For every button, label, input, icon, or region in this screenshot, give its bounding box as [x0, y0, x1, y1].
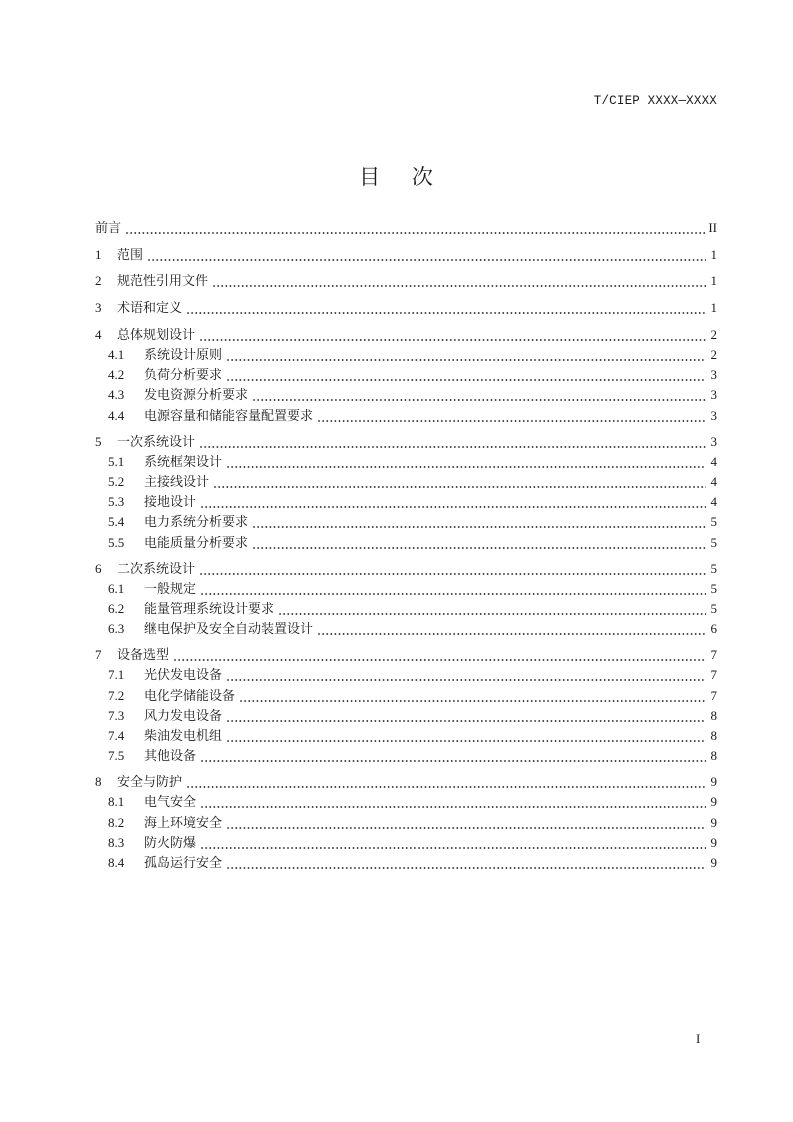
toc-chapter-entry	[95, 646, 717, 664]
dot-leader	[226, 727, 706, 745]
toc-entry-page: 2	[710, 326, 717, 342]
toc-entry-page: 4	[710, 494, 717, 510]
toc-entry-title: 安全与防护	[117, 774, 183, 790]
toc-entry-page: 7	[710, 647, 717, 663]
toc-entry-page: 3	[710, 367, 717, 383]
toc-section-entry	[108, 834, 717, 852]
toc-entry-number: 7	[95, 647, 102, 663]
page-title: 目 次	[359, 165, 434, 189]
dot-leader	[252, 513, 706, 531]
toc-chapter-entry	[95, 560, 717, 578]
dot-leader	[186, 299, 706, 317]
toc-section-entry	[108, 346, 717, 364]
toc-section-entry	[108, 793, 717, 811]
toc-entry-page: 9	[710, 774, 717, 790]
dot-leader	[213, 473, 706, 491]
toc-entry-page: 2	[710, 347, 717, 362]
toc-entry-number: 5.2	[108, 474, 125, 489]
toc-entry-number: 7.4	[108, 728, 125, 743]
toc-section-entry	[108, 513, 717, 531]
dot-leader	[226, 854, 706, 872]
toc-section-entry	[108, 386, 717, 404]
toc-entry-page: 5	[710, 601, 717, 616]
toc-entry-title: 海上环境安全	[144, 814, 223, 830]
toc-entry-page: 3	[710, 407, 717, 423]
toc-section-entry	[108, 453, 717, 471]
toc-entry-page: 9	[710, 855, 717, 870]
toc-entry-title: 电力系统分析要求	[144, 514, 249, 530]
toc-entry-number: 8.2	[108, 814, 125, 830]
toc-entry-number: 4.3	[108, 387, 125, 403]
dot-leader	[199, 560, 706, 578]
toc-entry-title: 前言	[95, 220, 122, 235]
toc-entry-title: 继电保护及安全自动装置设计	[144, 621, 314, 637]
toc-chapter-entry	[95, 326, 717, 344]
toc-entry-page: 8	[710, 728, 717, 743]
toc-entry-title: 系统框架设计	[144, 453, 223, 469]
toc-entry-page: 9	[710, 814, 717, 830]
toc-entry-page: 5	[710, 560, 717, 576]
dot-leader	[317, 407, 706, 425]
dot-leader	[147, 246, 706, 264]
dot-leader	[125, 219, 705, 237]
dot-leader	[200, 580, 706, 598]
document-code: T/CIEP XXXX—XXXX	[593, 94, 717, 108]
toc-entry-number: 8	[95, 774, 102, 790]
toc-section-entry	[108, 493, 717, 511]
toc-entry-title: 发电资源分析要求	[144, 387, 249, 403]
toc-entry-title: 主接线设计	[144, 474, 210, 489]
dot-leader	[199, 326, 706, 344]
page-number: I	[696, 1031, 701, 1046]
toc-entry-title: 术语和定义	[117, 300, 183, 316]
dot-leader	[226, 707, 706, 725]
dot-leader	[252, 386, 706, 404]
toc-chapter-entry	[95, 773, 717, 791]
toc-entry-number: 8.4	[108, 855, 125, 870]
toc-entry-page: 6	[710, 621, 717, 637]
dot-leader	[200, 793, 706, 811]
toc-entry-number: 2	[95, 273, 102, 289]
toc-section-entry	[108, 666, 717, 684]
toc-entry-title: 电气安全	[144, 794, 197, 810]
dot-leader	[252, 534, 706, 552]
toc-entry-page: 1	[710, 300, 717, 316]
toc-entry-number: 5.5	[108, 534, 125, 550]
toc-entry-title: 柴油发电机组	[144, 728, 223, 743]
toc-entry-page: 9	[710, 794, 717, 810]
toc-entry-page: 4	[710, 474, 717, 489]
dot-leader	[173, 646, 706, 664]
toc-entry-title: 规范性引用文件	[117, 273, 209, 289]
toc-entry-title: 电化学储能设备	[144, 687, 236, 703]
toc-entry-title: 电能质量分析要求	[144, 534, 249, 550]
toc-entry-page: 5	[710, 514, 717, 530]
dot-leader	[226, 453, 706, 471]
dot-leader	[200, 747, 706, 765]
toc-entry-title: 风力发电设备	[144, 707, 223, 723]
toc-section-entry	[108, 620, 717, 638]
toc-entry-number: 4.1	[108, 347, 125, 362]
dot-leader	[212, 272, 706, 290]
toc-entry-number: 7.5	[108, 748, 125, 764]
toc-entry-number: 5.3	[108, 494, 125, 510]
dot-leader	[200, 493, 706, 511]
toc-chapter-entry	[95, 299, 717, 317]
toc-entry-page: 9	[710, 834, 717, 850]
toc-entry-title: 一次系统设计	[117, 433, 196, 449]
toc-entry-title: 接地设计	[144, 494, 197, 510]
toc-entry-title: 负荷分析要求	[144, 367, 223, 383]
toc-section-entry	[108, 473, 717, 491]
toc-entry-page: II	[708, 220, 717, 235]
toc-entry-number: 4.4	[108, 407, 125, 423]
toc-entry-title: 二次系统设计	[117, 560, 196, 576]
toc-chapter-entry	[95, 246, 717, 264]
toc-entry-page: 4	[710, 453, 717, 469]
dot-leader	[226, 346, 706, 364]
toc-entry-number: 4	[95, 326, 102, 342]
toc-entry-page: 8	[710, 748, 717, 764]
toc-entry-title: 其他设备	[144, 748, 197, 764]
toc-entry-page: 5	[710, 580, 717, 596]
toc-entry-page: 8	[710, 707, 717, 723]
toc-section-entry	[108, 707, 717, 725]
toc-entry-number: 4.2	[108, 367, 125, 383]
toc-entry-title: 设备选型	[117, 647, 170, 663]
dot-leader	[278, 600, 706, 618]
toc-entry-page: 1	[710, 246, 717, 262]
toc-section-entry	[108, 580, 717, 598]
toc-entry-title: 光伏发电设备	[144, 667, 223, 683]
toc-entry-number: 7.1	[108, 667, 125, 683]
dot-leader	[199, 433, 706, 451]
toc-chapter-entry	[95, 433, 717, 451]
dot-leader	[239, 687, 706, 705]
toc-section-entry	[108, 687, 717, 705]
toc-entry-number: 6.2	[108, 601, 125, 616]
toc-entry-title: 孤岛运行安全	[144, 855, 223, 870]
dot-leader	[226, 666, 706, 684]
toc-entry-title: 总体规划设计	[117, 326, 196, 342]
toc-entry-page: 5	[710, 534, 717, 550]
toc-section-entry	[108, 727, 717, 745]
toc-entry-number: 7.2	[108, 687, 125, 703]
dot-leader	[317, 620, 706, 638]
toc-entry-number: 7.3	[108, 707, 125, 723]
toc-entry-title: 范围	[117, 246, 144, 262]
toc-section-entry	[108, 747, 717, 765]
toc-entry-title: 一般规定	[144, 580, 197, 596]
toc-entry-number: 6.1	[108, 580, 125, 596]
toc-entry-number: 3	[95, 300, 102, 316]
toc-entry-page: 3	[710, 387, 717, 403]
toc-entry-number: 1	[95, 246, 102, 262]
toc-entry-title: 电源容量和储能容量配置要求	[144, 407, 314, 423]
toc-section-entry	[108, 854, 717, 872]
toc-section-entry	[108, 534, 717, 552]
dot-leader	[186, 773, 706, 791]
toc-entry-number: 8.3	[108, 834, 125, 850]
toc-entry-number: 5	[95, 433, 102, 449]
dot-leader	[226, 366, 706, 384]
dot-leader	[226, 814, 706, 832]
toc-entry-page: 7	[710, 667, 717, 683]
toc-chapter-entry	[95, 272, 717, 290]
toc-entry-page: 3	[710, 433, 717, 449]
toc-section-entry	[108, 366, 717, 384]
toc-entry-page: 1	[710, 273, 717, 289]
toc-section-entry	[108, 600, 717, 618]
toc-entry-title: 能量管理系统设计要求	[144, 601, 275, 616]
toc-entry-number: 6	[95, 560, 102, 576]
toc-entry-title: 系统设计原则	[144, 347, 223, 362]
toc-entry-number: 6.3	[108, 621, 125, 637]
toc-entry-number: 5.1	[108, 453, 125, 469]
toc-entry-page: 7	[710, 687, 717, 703]
toc-chapter-entry	[95, 219, 717, 237]
toc-section-entry	[108, 814, 717, 832]
toc-entry-title: 防火防爆	[144, 834, 197, 850]
toc-section-entry	[108, 407, 717, 425]
toc-entry-number: 8.1	[108, 794, 125, 810]
toc-entry-number: 5.4	[108, 514, 125, 530]
dot-leader	[200, 834, 706, 852]
